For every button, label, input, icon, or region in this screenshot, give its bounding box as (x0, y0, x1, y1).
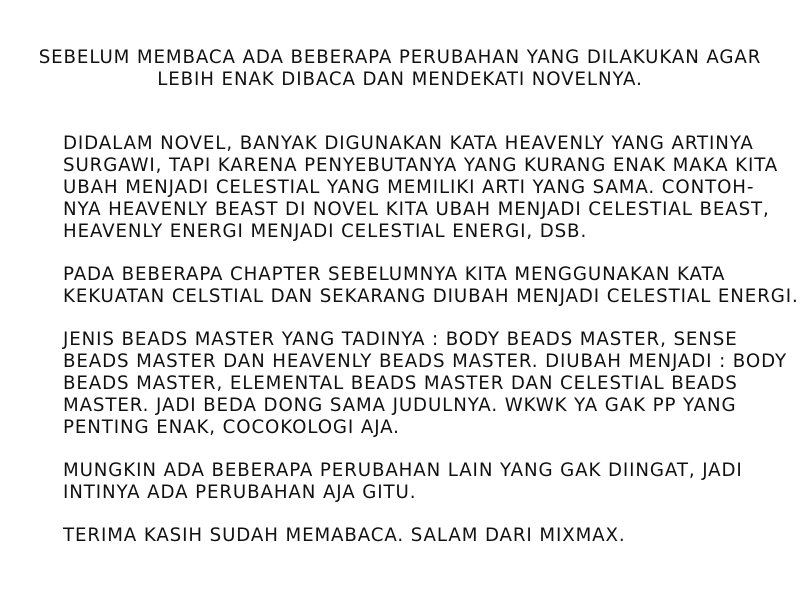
intro-line-1: SEBELUM MEMBACA ADA BEBERAPA PERUBAHAN YANG DILAKUKAN AGAR (38, 47, 762, 68)
paragraph-1-line-2: SURGAWI, TAPI KARENA PENYEBUTANYA YANG KURANG ENAK MAKA KITA (63, 155, 779, 176)
paragraph-3-line-3: BEADS MASTER, ELEMENTAL BEADS MASTER DAN CELESTIAL BEADS (63, 373, 738, 394)
intro-line-2: LEBIH ENAK DIBACA DAN MENDEKATI NOVELNYA. (157, 69, 643, 90)
paragraph-1-line-5: HEAVENLY ENERGI MENJADI CELESTIAL ENERGI, DSB. (63, 221, 588, 242)
paragraph-1-line-4: NYA HEAVENLY BEAST DI NOVEL KITA UBAH MENJADI CELESTIAL BEAST, (63, 199, 770, 220)
closing-line: TERIMA KASIH SUDAH MEMABACA. SALAM DARI MIXMAX. (63, 525, 626, 546)
paragraph-3-line-4: MASTER. JADI BEDA DONG SAMA JUDULNYA. WKWK YA GAK PP YANG (63, 395, 737, 416)
paragraph-4-line-2: INTINYA ADA PERUBAHAN AJA GITU. (63, 482, 417, 503)
paragraph-2-line-2: KEKUATAN CELSTIAL DAN SEKARANG DIUBAH MENJADI CELESTIAL ENERGI. (63, 286, 799, 307)
paragraph-2-line-1: PADA BEBERAPA CHAPTER SEBELUMNYA KITA MENGGUNAKAN KATA (63, 264, 726, 285)
paragraph-1-line-3: UBAH MENJADI CELESTIAL YANG MEMILIKI ARTI YANG SAMA. CONTOH- (63, 177, 755, 198)
paragraph-3-line-2: BEADS MASTER DAN HEAVENLY BEADS MASTER. DIUBAH MENJADI : BODY (63, 351, 787, 372)
paragraph-3-line-1: JENIS BEADS MASTER YANG TADINYA : BODY BEADS MASTER, SENSE (63, 329, 738, 350)
paragraph-4-line-1: MUNGKIN ADA BEBERAPA PERUBAHAN LAIN YANG GAK DIINGAT, JADI (63, 460, 743, 481)
paragraph-3-line-5: PENTING ENAK, COCOKOLOGI AJA. (63, 417, 400, 438)
paragraph-1-line-1: DIDALAM NOVEL, BANYAK DIGUNAKAN KATA HEAVENLY YANG ARTINYA (63, 133, 754, 154)
